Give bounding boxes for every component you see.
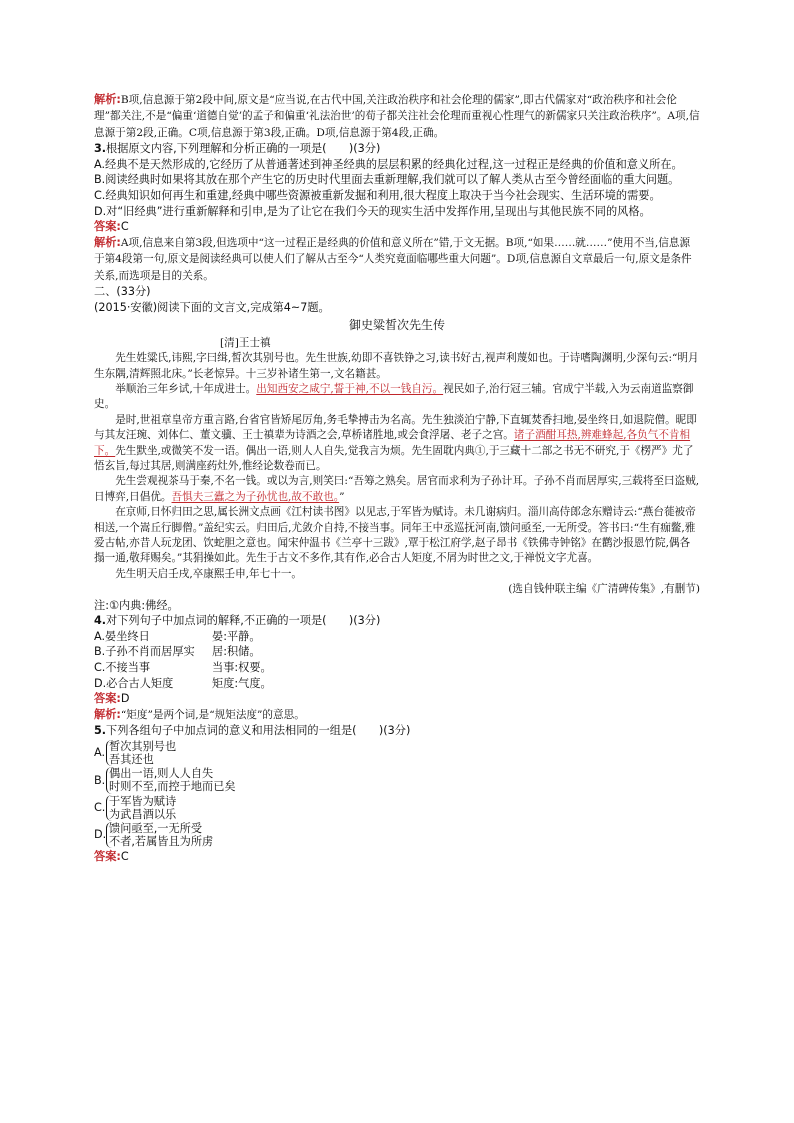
question-stem: 下列各组句子中加点词的意义和用法相同的一组是( )(3分)	[106, 724, 411, 738]
question-number: 3.	[94, 142, 107, 156]
option-phrase: C.不接当事	[94, 661, 151, 675]
passage-paragraph-1: 先生姓粱氏,讳熙,字曰缉,皙次其别号也。先生世族,幼即不喜铁铮之习,读书好古,视声利蔑如也。于诗嗜陶渊明,少深句云:“明月生东隅,清辉照北床。”长老惊异。十三岁补诸生第一,文名籍甚。	[94, 352, 699, 380]
option-label: D.	[94, 828, 107, 842]
option-sentence: 馈问亟至,一无所受	[109, 822, 203, 836]
analysis-label: 解析:	[94, 235, 121, 249]
answer-value: C	[120, 220, 129, 234]
paragraph-text: 视民如子,治行冠三辅。官成宁半载,入为云南道监察御史。	[94, 383, 694, 411]
section-intro: (2015·安徽)阅读下面的文言文,完成第4~7题。	[94, 300, 330, 314]
q5-option-d	[94, 822, 700, 848]
underlined-sentence: 吾惧夫三蠹之为子孙忧也,故不敢也。	[171, 490, 340, 503]
q3-option-a: A.经典不是天然形成的,它经历了从普通著述到神圣经典的层层积累的经典化过程,这一过程正是经典的价值和意义所在。	[94, 157, 683, 171]
passage-title: 御史粱皙次先生传	[348, 318, 445, 333]
option-sentence: 皙次其别号也	[109, 739, 177, 753]
option-pair	[106, 767, 236, 793]
option-pair	[106, 822, 213, 848]
q3-stem	[94, 141, 700, 157]
analysis-label: 解析:	[94, 707, 121, 721]
section-heading: 二、(33分)	[94, 285, 151, 298]
option-sentence: 于军皆为赋诗	[109, 794, 177, 808]
option-phrase: D.必合古人矩度	[94, 676, 174, 690]
passage-author: [清]王士禛	[220, 336, 271, 349]
underlined-sentence: 出知西安之咸宁,誓于神,不以一钱自污。	[256, 383, 444, 395]
q4-option-d	[94, 676, 700, 692]
q5-answer	[94, 849, 700, 865]
q3-option-b: B.阅读经典时如果将其放在那个产生它的历史时代里面去重新理解,我们就可以了解人类从古至今曾经面临的重大问题。	[94, 173, 680, 187]
answer-label: 答案:	[94, 220, 121, 234]
paragraph-text: 是时,世祖章皇帝方重言路,台省官皆矫尾厉角,务毛挚搏击为名高。先生独淡泊宁静,下直辄焚香扫地,晏坐终日,如退院僧。昵即与其友汪琬、刘体仁、董文骥、王士禛辈为诗酒之会,草桥诸胜地,或会食浮屠、老子之宫。	[94, 413, 697, 442]
q5-option-a	[94, 740, 700, 766]
analysis-text: B项,信息源于第2段中间,原文是“应当说,在古代中国,关注政治秩序和社会伦理的儒家”,即古代儒家对“政治秩序和社会伦理”都关注,不是“偏重‘道德自觉’的孟子和偏重‘礼法治世’的荀子都关注社会伦理而重视心性理气的新儒家只关注政治秩序”。A项,信息源于第2段,正确。C项,信息源于第3段,正确。D项,信息源于第4段,正确。	[94, 94, 700, 139]
passage-paragraph-5: 在京师,日怀归田之思,属长洲文点画《江村读书图》以见志,于军皆为赋诗。未几谢病归。淄川高侍郎念东赠诗云:“燕台蓰被帝相送,一个嵩丘行脚僧。”盖纪实云。归田后,尤敛介自持,不接当事。同年王中丞巡抚河南,馈问亟至,一无所受。答书曰:“生有痂鳖,雅爱古帖,亦昔人玩龙团、饮蛇胆之意也。闻宋仲温书《兰亭十三跋》,覃于松江府学,赵子昂书《铁佛寺钟铭》在鹳沙报恩竹院,偶各搨一通,敬拜赐矣。”其狷操如此。先生于古文不多作,其有作,必合古人矩度,不屑为时世之文,于禅悦文字尤喜。	[94, 506, 696, 565]
passage-paragraph-3	[94, 413, 700, 475]
passage-paragraph-6: 先生明天启壬戌,卒康熙壬申,年七十一。	[115, 567, 303, 580]
answer-value: C	[120, 850, 129, 864]
q5-option-c	[94, 795, 700, 821]
option-gloss: 居:积储。	[212, 645, 261, 659]
paragraph-text: 举顺治三年乡试,十年成进士。	[115, 383, 257, 395]
option-phrase: A.晏坐终日	[94, 629, 150, 643]
question-number: 5.	[94, 724, 107, 738]
option-sentence: 时则不至,而控于地而已矣	[109, 780, 236, 794]
passage-source: (选自钱仲联主编《广清碑传集》,有删节)	[508, 583, 700, 596]
q4-analysis	[94, 707, 700, 723]
q3-option-c: C.经典知识如何再生和重建,经典中哪些资源被重新发掘和利用,很大程度上取决于当今社会现实、生活环境的需要。	[94, 189, 661, 202]
option-pair	[106, 795, 176, 821]
q2-analysis	[94, 92, 700, 141]
answer-label: 答案:	[94, 692, 121, 706]
q4-option-a	[94, 629, 700, 645]
analysis-label: 解析:	[94, 93, 121, 106]
q4-option-c	[94, 660, 700, 676]
option-pair	[106, 740, 176, 766]
q3-analysis	[94, 235, 700, 284]
option-gloss: 矩度:气度。	[212, 676, 272, 690]
option-gloss: 晏:平静。	[212, 629, 261, 643]
paragraph-text: 先生尝观视茶马于秦,不名一钱。或以为言,则笑曰:“吾筹之熟矣。居官而求利为子孙计耳。子孙不肖而居厚实,三载将至曰盗贼,日博弈,日倡优。	[94, 475, 700, 503]
answer-value: D	[120, 692, 130, 706]
analysis-text: “矩度”是两个词,是“规矩法度”的意思。	[120, 708, 305, 721]
option-sentence: 为武昌酒以乐	[109, 807, 177, 821]
option-sentence: 吾其还也	[109, 753, 154, 767]
passage-paragraph-4	[94, 474, 700, 505]
analysis-text: A项,信息来自第3段,但选项中“这一过程正是经典的价值和意义所在”错,于文无据。B项,“如果……就……”使用不当,信息源于第4段第一句,原文是阅读经典可以使人们了解从古至今“人类究竟面临哪些重大问题”。D项,信息源自文章最后一句,原文是条件关系,而选项是目的关系。	[94, 236, 692, 282]
option-label: A.	[94, 746, 106, 760]
option-label: C.	[94, 801, 106, 815]
paragraph-text: ”	[339, 490, 345, 503]
q3-answer	[94, 219, 700, 235]
option-phrase: B.子孙不肖而居厚实	[94, 645, 195, 659]
option-label: B.	[94, 773, 106, 787]
option-sentence: 不者,若属皆且为所虏	[109, 835, 214, 849]
question-stem: 对下列句子中加点词的解释,不正确的一项是( )(3分)	[106, 614, 381, 628]
option-gloss: 当事:权要。	[212, 661, 272, 675]
q4-answer	[94, 691, 700, 707]
q4-stem	[94, 613, 700, 629]
question-number: 4.	[94, 614, 107, 628]
option-sentence: 偶出一语,则人人自失	[109, 767, 214, 781]
question-stem: 根据原文内容,下列理解和分析正确的一项是( )(3分)	[106, 142, 381, 156]
answer-label: 答案:	[94, 850, 121, 864]
underlined-sentence: 诸子酒酣耳热,辨难蜂起,各负气不肯相下。	[94, 429, 691, 457]
q4-option-b	[94, 644, 700, 660]
q5-option-b	[94, 767, 700, 793]
passage-paragraph-2	[94, 382, 700, 413]
paragraph-text: 先生默坐,或微笑不发一语。偶出一语,则人人自失,觉我言为烦。先生固耽内典①,于三藏十二部之书无不研究,于《楞严》尤了悟玄旨,每过其居,则满座药灶外,惟经论数卷而已。	[94, 444, 694, 473]
q3-option-d: D.对“旧经典”进行重新解释和引申,是为了让它在我们今天的现实生活中发挥作用,呈现出与其他民族不同的风格。	[94, 204, 651, 218]
q5-stem	[94, 723, 700, 739]
passage-note: 注:①内典:佛经。	[94, 598, 179, 612]
document-page	[94, 92, 700, 865]
